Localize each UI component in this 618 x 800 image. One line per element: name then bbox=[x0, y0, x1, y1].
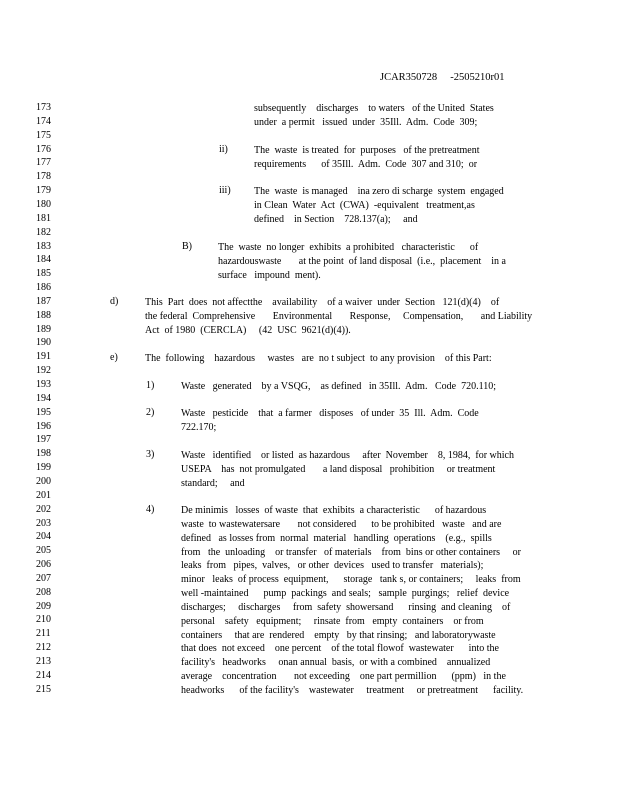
text-line: The waste is treated for purposes of the pretreatment bbox=[254, 145, 480, 156]
text-line: well -maintained pump packings and seals; sample purgings; relief device bbox=[181, 588, 510, 600]
item-marker-e4: 4) bbox=[146, 504, 155, 515]
line-number: 186 bbox=[36, 282, 51, 294]
line-number: 185 bbox=[36, 268, 51, 280]
line-number: 196 bbox=[36, 420, 51, 432]
line-number: 212 bbox=[36, 642, 51, 654]
item-e2-text bbox=[181, 407, 479, 435]
line-number: 178 bbox=[36, 171, 51, 183]
item-e1-text bbox=[181, 380, 496, 394]
text-line: De minimis losses of waste that exhibits a characteristic of hazardous bbox=[181, 505, 487, 516]
text-line: USEPA has not promulgated a land disposal prohibition or treatment bbox=[181, 463, 496, 475]
item-marker-e3: 3) bbox=[146, 449, 155, 460]
item-marker-b: B) bbox=[182, 241, 192, 252]
text-line: The following hazardous wastes are no t subject to any provision of this Part: bbox=[145, 353, 492, 364]
line-number: 203 bbox=[36, 517, 51, 529]
line-number: 179 bbox=[36, 185, 51, 197]
text-line: hazardouswaste at the point of land disposal (i.e., placement in a bbox=[218, 255, 506, 267]
text-line: The waste is managed ina zero di scharge system engaged bbox=[254, 186, 504, 197]
line-number: 207 bbox=[36, 572, 51, 584]
item-e3-text bbox=[181, 449, 514, 491]
line-number: 194 bbox=[36, 392, 51, 404]
line-number: 204 bbox=[36, 531, 51, 543]
text-line: personal safety equipment; rinsate from empty containers or from bbox=[181, 615, 484, 627]
text-line: headworks of the facility's wastewater treatment or pretreatment facility. bbox=[181, 684, 524, 696]
text-line: Waste pesticide that a farmer disposes of under 35 Ill. Adm. Code bbox=[181, 408, 479, 419]
item-e-text bbox=[145, 352, 492, 366]
line-number: 206 bbox=[36, 559, 51, 571]
text-line: Act of 1980 (CERCLA) (42 USC 9621(d)(4)). bbox=[145, 324, 351, 336]
line-number: 189 bbox=[36, 323, 51, 335]
line-number: 215 bbox=[36, 683, 51, 695]
text-line: Waste identified or listed as hazardous after November 8, 1984, for which bbox=[181, 450, 514, 461]
item-marker-e1: 1) bbox=[146, 380, 155, 391]
line-number: 188 bbox=[36, 309, 51, 321]
item-ii-text bbox=[254, 144, 479, 172]
text-line: under a permit issued under 35Ill. Adm. Code 309; bbox=[254, 116, 478, 128]
item-marker-e: e) bbox=[110, 352, 118, 363]
text-line: subsequently discharges to waters of the United States bbox=[254, 103, 494, 114]
text-line: defined in Section 728.137(a); and bbox=[254, 213, 418, 225]
line-number: 191 bbox=[36, 351, 51, 363]
text-line: standard; and bbox=[181, 477, 245, 489]
line-number: 173 bbox=[36, 102, 51, 113]
line-number: 209 bbox=[36, 600, 51, 612]
line-number: 201 bbox=[36, 489, 51, 501]
item-marker-d: d) bbox=[110, 296, 119, 307]
line-number: 175 bbox=[36, 129, 51, 141]
text-line: waste to wastewatersare not considered to be prohibited waste and are bbox=[181, 518, 502, 530]
continuation-paragraph bbox=[254, 102, 494, 130]
line-number: 199 bbox=[36, 462, 51, 474]
line-number: 210 bbox=[36, 614, 51, 626]
line-number: 174 bbox=[36, 115, 51, 127]
text-line: Waste generated by a VSQG, as defined in 35Ill. Adm. Code 720.110; bbox=[181, 381, 496, 392]
document-header: JCAR350728 -2505210r01 bbox=[380, 72, 505, 83]
item-b-text bbox=[218, 241, 506, 283]
line-number: 182 bbox=[36, 226, 51, 238]
line-number: 213 bbox=[36, 656, 51, 667]
line-number: 184 bbox=[36, 254, 51, 266]
text-line: that does not exceed one percent of the total flowof wastewater into the bbox=[181, 643, 499, 655]
line-number: 180 bbox=[36, 198, 51, 210]
item-d-text bbox=[145, 296, 532, 338]
item-marker-ii: ii) bbox=[219, 144, 228, 155]
line-number: 195 bbox=[36, 406, 51, 418]
text-line: containers that are rendered empty by that rinsing; and laboratorywaste bbox=[181, 629, 496, 641]
text-line: facility's headworks onan annual basis, or with a combined annualized bbox=[181, 657, 491, 669]
line-number: 183 bbox=[36, 240, 51, 252]
item-iii-text bbox=[254, 185, 504, 227]
text-line: in Clean Water Act (CWA) -equivalent treatment,as bbox=[254, 199, 475, 211]
text-line: 722.170; bbox=[181, 421, 217, 433]
line-number: 176 bbox=[36, 143, 51, 155]
line-number: 181 bbox=[36, 212, 51, 224]
item-marker-e2: 2) bbox=[146, 407, 155, 418]
text-line: defined as losses from normal material handling operations (e.g., spills bbox=[181, 532, 492, 544]
text-line: average concentration not exceeding one part permillion (ppm) in the bbox=[181, 671, 506, 683]
line-number: 214 bbox=[36, 669, 51, 681]
text-line: from the unloading or transfer of materials from bins or other containers or bbox=[181, 546, 521, 558]
text-line: This Part does not affectthe availability of a waiver under Section 121(d)(4) of bbox=[145, 297, 500, 308]
text-line: surface impound ment). bbox=[218, 269, 321, 281]
line-number: 198 bbox=[36, 448, 51, 460]
line-number: 200 bbox=[36, 475, 51, 487]
line-number: 211 bbox=[36, 628, 51, 640]
text-line: leaks from pipes, valves, or other devices used to transfer materials); bbox=[181, 560, 484, 572]
text-line: the federal Comprehensive Environmental Response, Compensation, and Liability bbox=[145, 310, 533, 322]
line-number: 197 bbox=[36, 434, 51, 446]
line-number: 202 bbox=[36, 503, 51, 515]
line-number: 192 bbox=[36, 365, 51, 377]
text-line: requirements of 35Ill. Adm. Code 307 and 310; or bbox=[254, 158, 478, 170]
line-number: 193 bbox=[36, 379, 51, 390]
line-number: 208 bbox=[36, 586, 51, 598]
text-line: discharges; discharges from safety showersand rinsing and cleaning of bbox=[181, 601, 511, 613]
line-number: 190 bbox=[36, 337, 51, 349]
item-marker-iii: iii) bbox=[219, 185, 231, 196]
text-line: The waste no longer exhibits a prohibited characteristic of bbox=[218, 242, 479, 253]
text-line: minor leaks of process equipment, storage tank s, or containers; leaks from bbox=[181, 574, 521, 586]
line-number: 187 bbox=[36, 295, 51, 307]
line-number: 177 bbox=[36, 157, 51, 169]
item-e4-text bbox=[181, 504, 523, 698]
line-number: 205 bbox=[36, 545, 51, 557]
